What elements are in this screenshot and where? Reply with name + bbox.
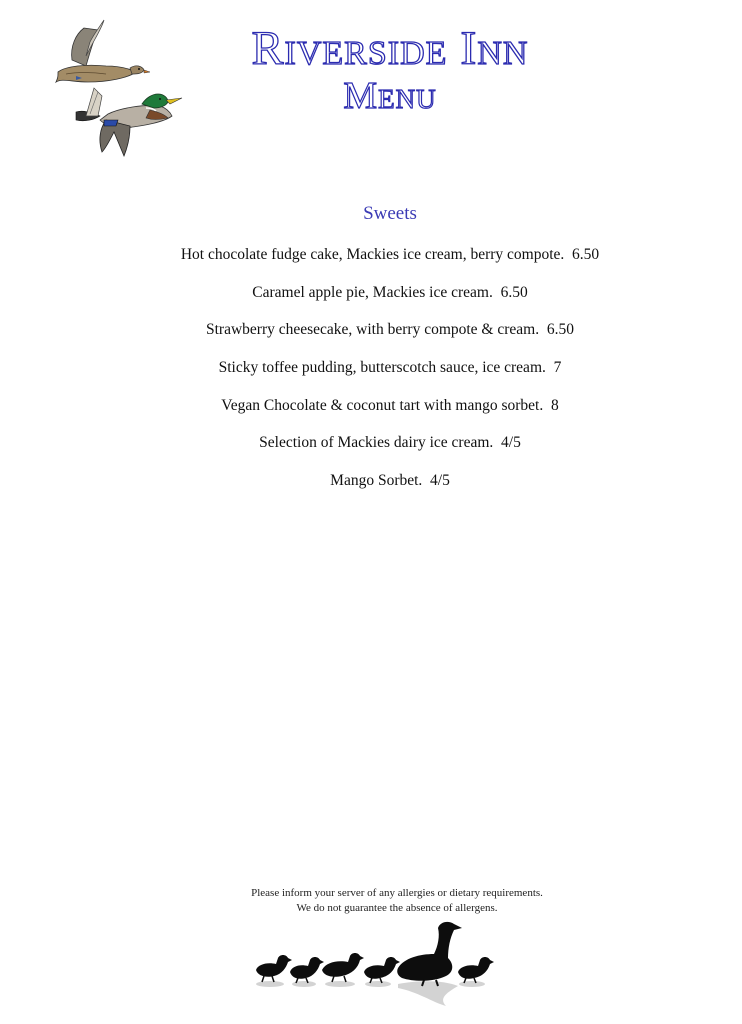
duckling-icon <box>290 957 324 983</box>
reflection-icon <box>256 981 485 1006</box>
duckling-icon <box>458 957 494 983</box>
mother-duck-icon <box>397 922 462 986</box>
menu-title: Menu <box>343 75 437 117</box>
female-duck-icon <box>56 20 150 82</box>
flying-mallard-ducks-icon <box>46 16 186 161</box>
inn-name: Riverside Inn <box>251 22 529 75</box>
menu-item: Vegan Chocolate & coconut tart with mango sorbet. 8 <box>221 396 559 414</box>
duckling-icon <box>256 955 292 982</box>
menu-item: Mango Sorbet. 4/5 <box>330 472 450 490</box>
menu-item: Strawberry cheesecake, with berry compote & cream. 6.50 <box>206 321 574 339</box>
duckling-icon <box>364 957 400 983</box>
header <box>190 22 590 116</box>
section-title: Sweets <box>363 203 417 224</box>
menu-item: Hot chocolate fudge cake, Mackies ice cream, berry compote. 6.50 <box>180 246 600 263</box>
allergy-notice <box>0 886 742 916</box>
menu-item-list <box>0 244 742 508</box>
duckling-icon <box>322 953 364 982</box>
menu-item: Selection of Mackies dairy ice cream. 4/5 <box>259 434 521 452</box>
allergy-line-1: Please inform your server of any allergies or dietary requirements. <box>251 887 543 899</box>
male-duck-icon <box>76 88 182 156</box>
allergy-line-2: We do not guarantee the absence of allergens. <box>296 902 498 914</box>
menu-item: Sticky toffee pudding, butterscotch sauce, ice cream. 7 <box>218 359 562 377</box>
menu-item: Caramel apple pie, Mackies ice cream. 6.50 <box>252 283 528 301</box>
duck-family-silhouette-icon <box>248 918 498 1013</box>
